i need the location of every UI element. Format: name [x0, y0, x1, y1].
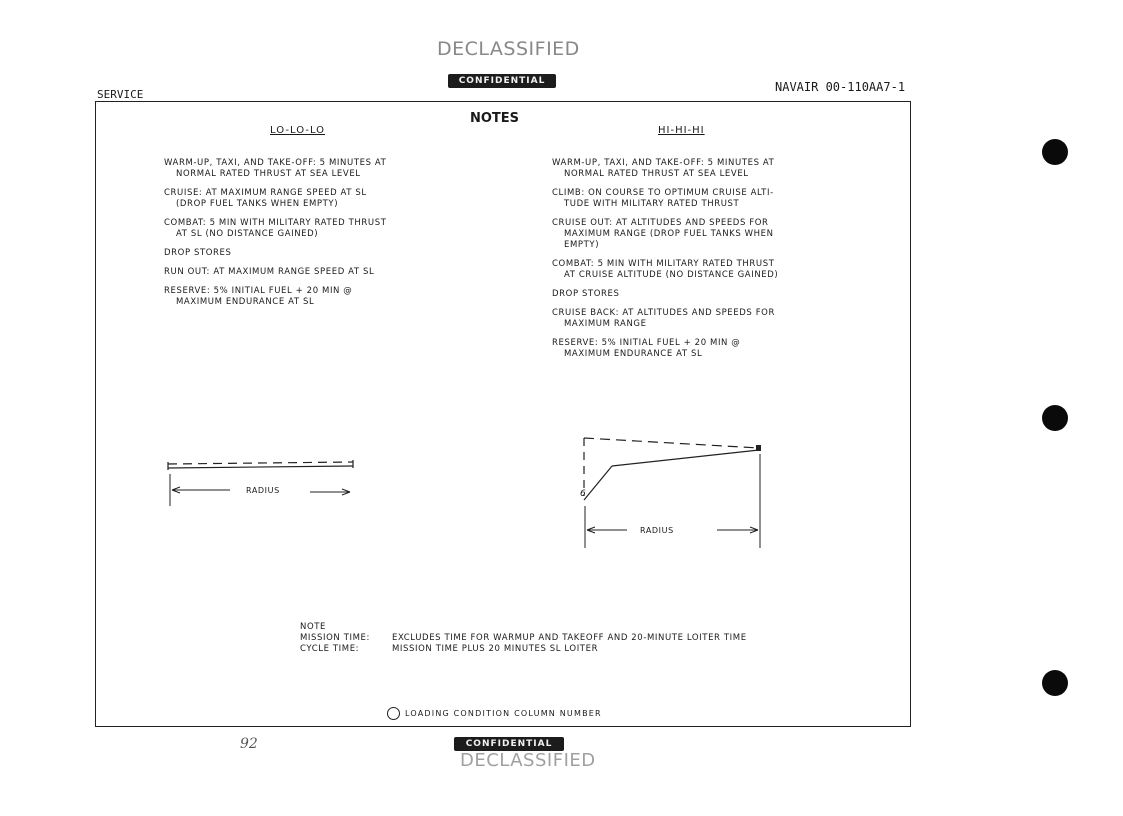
- outbound-dash-line: [168, 462, 353, 464]
- lo-lo-lo-profile-diagram: [160, 450, 370, 512]
- item-line: TUDE WITH MILITARY RATED THRUST: [564, 199, 740, 209]
- item-line: COMBAT: 5 MIN WITH MILITARY RATED THRUST: [552, 259, 775, 269]
- item-line: DROP STORES: [552, 289, 620, 299]
- hi-hi-hi-radius-label: RADIUS: [640, 526, 674, 535]
- loading-condition-circle-icon: [387, 707, 400, 720]
- hi-hi-hi-list: [552, 158, 852, 368]
- list-item: [552, 338, 852, 360]
- list-item: [552, 259, 852, 281]
- list-item: [164, 286, 464, 308]
- item-line: DROP STORES: [164, 248, 232, 258]
- list-item: [164, 158, 464, 180]
- punch-hole-icon: [1042, 670, 1068, 696]
- list-item: [164, 188, 464, 210]
- document-number: NAVAIR 00-110AA7-1: [775, 80, 906, 94]
- declassified-stamp-bottom: DECLASSIFIED: [460, 750, 596, 771]
- item-line: CLIMB: ON COURSE TO OPTIMUM CRUISE ALTI-: [552, 188, 774, 198]
- item-line: EMPTY): [564, 240, 600, 250]
- item-line: CRUISE: AT MAXIMUM RANGE SPEED AT SL: [164, 188, 367, 198]
- item-line: RUN OUT: AT MAXIMUM RANGE SPEED AT SL: [164, 267, 375, 277]
- return-line: [168, 466, 353, 468]
- item-line: AT SL (NO DISTANCE GAINED): [176, 229, 319, 239]
- list-item: [552, 289, 852, 300]
- lo-lo-lo-list: [164, 158, 464, 316]
- item-line: MAXIMUM ENDURANCE AT SL: [564, 349, 703, 359]
- list-item: [552, 188, 852, 210]
- list-item: [552, 218, 852, 251]
- item-line: MAXIMUM RANGE: [564, 319, 647, 329]
- loading-condition-legend: LOADING CONDITION COLUMN NUMBER: [405, 709, 602, 718]
- confidential-bar-top: CONFIDENTIAL: [448, 74, 556, 88]
- lo-lo-lo-heading: LO-LO-LO: [270, 125, 326, 136]
- list-item: [164, 267, 464, 278]
- cycle-time-label: CYCLE TIME:: [300, 644, 360, 654]
- hi-hi-hi-point-label: 6: [580, 489, 586, 499]
- bottom-note-heading: NOTE: [300, 622, 327, 632]
- cycle-time-text: MISSION TIME PLUS 20 MINUTES SL LOITER: [392, 644, 599, 654]
- handwritten-page-mark: 92: [240, 736, 258, 752]
- item-line: RESERVE: 5% INITIAL FUEL + 20 MIN @: [552, 338, 741, 348]
- item-line: RESERVE: 5% INITIAL FUEL + 20 MIN @: [164, 286, 353, 296]
- punch-hole-icon: [1042, 405, 1068, 431]
- item-line: AT CRUISE ALTITUDE (NO DISTANCE GAINED): [564, 270, 779, 280]
- item-line: NORMAL RATED THRUST AT SEA LEVEL: [564, 169, 749, 179]
- punch-hole-icon: [1042, 139, 1068, 165]
- turnaround-point: [756, 445, 761, 451]
- list-item: [552, 158, 852, 180]
- item-line: NORMAL RATED THRUST AT SEA LEVEL: [176, 169, 361, 179]
- confidential-bar-bottom: CONFIDENTIAL: [454, 737, 564, 751]
- item-line: WARM-UP, TAXI, AND TAKE-OFF: 5 MINUTES AT: [164, 158, 387, 168]
- service-label: SERVICE: [97, 88, 144, 101]
- item-line: MAXIMUM ENDURANCE AT SL: [176, 297, 315, 307]
- lo-lo-lo-radius-label: RADIUS: [246, 486, 280, 495]
- list-item: [164, 248, 464, 259]
- hi-hi-hi-heading: HI-HI-HI: [658, 125, 705, 136]
- item-line: WARM-UP, TAXI, AND TAKE-OFF: 5 MINUTES AT: [552, 158, 775, 168]
- item-line: CRUISE BACK: AT ALTITUDES AND SPEEDS FOR: [552, 308, 775, 318]
- item-line: CRUISE OUT: AT ALTITUDES AND SPEEDS FOR: [552, 218, 769, 228]
- list-item: [552, 308, 852, 330]
- item-line: (DROP FUEL TANKS WHEN EMPTY): [176, 199, 339, 209]
- list-item: [164, 218, 464, 240]
- declassified-stamp-top: DECLASSIFIED: [437, 38, 580, 60]
- outbound-dash-line: [584, 438, 759, 448]
- item-line: COMBAT: 5 MIN WITH MILITARY RATED THRUST: [164, 218, 387, 228]
- cruise-back-line: [612, 450, 759, 466]
- mission-time-label: MISSION TIME:: [300, 633, 370, 643]
- notes-title: NOTES: [470, 111, 520, 126]
- item-line: MAXIMUM RANGE (DROP FUEL TANKS WHEN: [564, 229, 774, 239]
- mission-time-text: EXCLUDES TIME FOR WARMUP AND TAKEOFF AND 20-MINUTE LOITER TIME: [392, 633, 747, 643]
- climb-line: [584, 466, 612, 500]
